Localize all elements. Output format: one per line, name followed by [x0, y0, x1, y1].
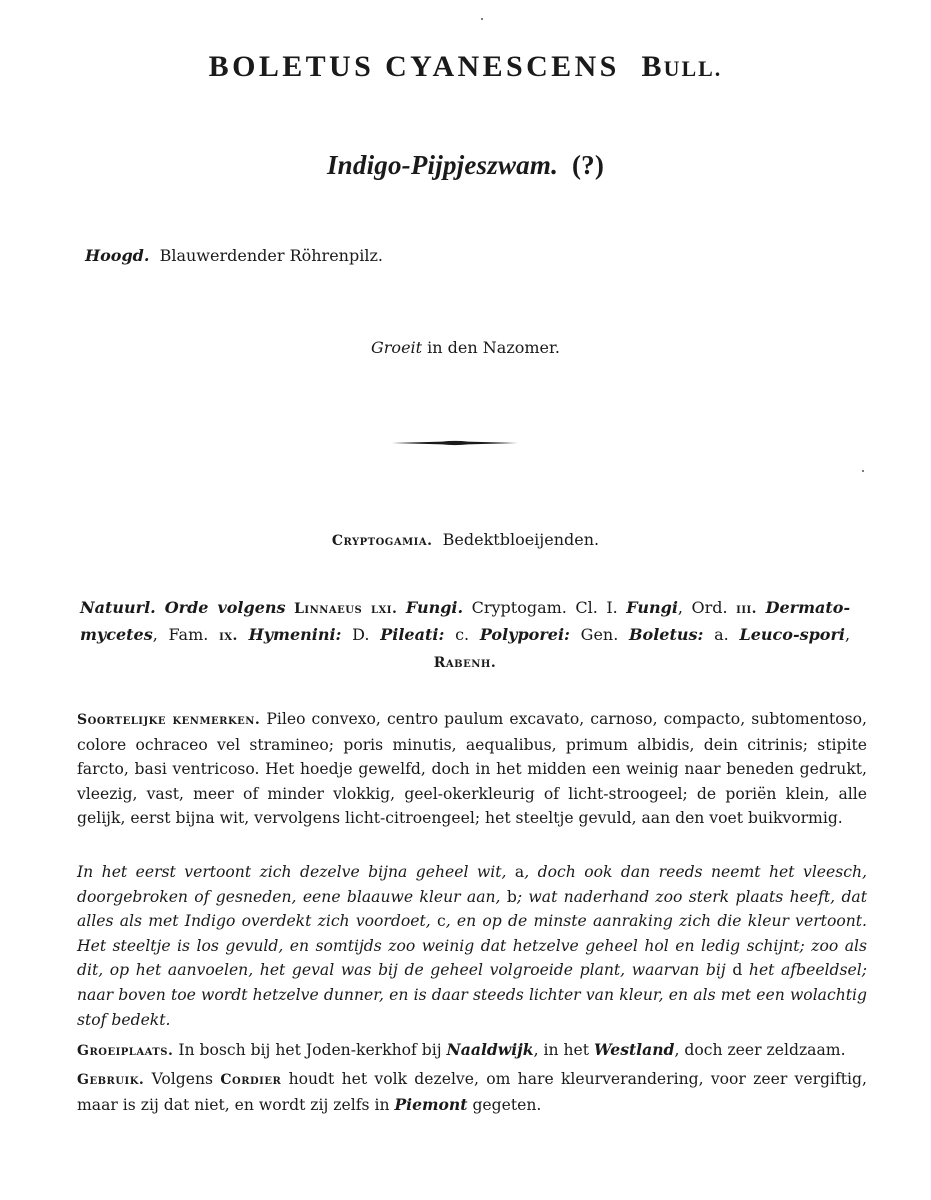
- characteristics-text: Pileo convexo, centro paulum excavato, carnoso, compacto, subtomentoso, colore ochraceo vel stramineo; poris minutis, aequalibus, primum albidis, dein citrinis; stipite farcto, basi ventricoso. Het hoedje gewelfd, doch in het midden een weinig naar beneden gedrukt, vleezig, vast, meer of minder vlokkig, geel-okerkleurig of licht-stroogeel; de poriën klein, alle gelijk, eerst bijna wit, vervolgens licht-citroengeel; het steeltje gevuld, aan den voet buikvormig.: [77, 710, 867, 828]
- classification-part: , Fam.: [152, 625, 209, 644]
- dutch-name-text: Indigo-Pijpjeszwam.: [326, 150, 559, 180]
- habitat-paragraph: [77, 1038, 867, 1064]
- classification-part: Rabenh.: [433, 655, 497, 671]
- use-text: houdt het volk dezelve, om hare kleurverandering, voor zeer vergiftig, maar is zij dat niet, en wordt zij zelfs in: [77, 1070, 867, 1114]
- classification-part: Gen.: [580, 625, 619, 644]
- description-text: , doch ook dan reeds neemt het vleesch, doorgebroken of gesneden, eene blaauwe kleur aan,: [77, 863, 867, 906]
- description-text: , en op de minste aanraking zich die kleur vertoont. Het steeltje is los gevuld, en somtijds zoo weinig dat hetzelve geheel hol en ledig schijnt; zoo als dit, op het aanvoelen, het geval was bij de geheel volgroeide plant, waarvan bij: [77, 912, 867, 980]
- classification-part: ix.: [219, 628, 238, 644]
- classification-part: Linnaeus lxi.: [294, 601, 398, 617]
- habitat-text: , doch zeer zeldzaam.: [674, 1041, 846, 1059]
- german-name: [85, 246, 383, 265]
- classification-part: Pileati:: [380, 625, 445, 644]
- season-text: in den Nazomer.: [427, 338, 560, 357]
- class-text: Bedektbloeijenden.: [442, 530, 600, 549]
- dutch-name: [0, 150, 931, 181]
- figure-ref: c: [436, 912, 446, 931]
- figure-ref: b: [506, 887, 517, 906]
- classification-part: Leuco-spori: [739, 625, 845, 644]
- habitat-place: Naaldwijk: [446, 1040, 534, 1059]
- classification-part: ,: [844, 625, 851, 644]
- characteristics-label: Soortelijke kenmerken.: [77, 712, 261, 728]
- print-speck: [862, 470, 864, 472]
- author-initial: B: [641, 50, 664, 83]
- classification-part: Natuurl. Orde volgens: [80, 598, 286, 617]
- use-text: Volgens: [151, 1070, 214, 1088]
- class-label: Cryptogamia.: [331, 533, 433, 549]
- classification-part: a.: [714, 625, 729, 644]
- figure-ref: a: [514, 863, 525, 881]
- author-abbrev: ULL.: [663, 56, 723, 81]
- description-text: In het eerst vertoont zich dezelve bijna geheel wit,: [77, 863, 507, 881]
- description-text: ; wat naderhand zoo sterk plaats heeft, dat alles als met Indigo overdekt zich voordoet,: [77, 887, 867, 931]
- figure-ref: d: [732, 961, 743, 980]
- habitat-text: In bosch bij het Joden-kerkhof bij: [178, 1041, 442, 1059]
- class-line: [0, 530, 931, 549]
- habitat-label: Groeiplaats.: [77, 1043, 174, 1059]
- german-name-text: Blauwerdender Röhrenpilz.: [159, 246, 383, 265]
- description-text: het afbeeldsel; naar boven toe wordt hetzelve dunner, en is daar steeds lichter van kleur, en als met een wolachtig stof bedekt.: [77, 961, 867, 1029]
- classification-part: c.: [455, 625, 470, 644]
- season-line: [0, 338, 931, 357]
- classification-part: iii.: [736, 601, 758, 617]
- season-label: Groeit: [371, 338, 423, 357]
- classification-part: Hymenini:: [248, 625, 342, 644]
- use-paragraph: [77, 1067, 867, 1117]
- classification-part: Polyporei:: [479, 625, 570, 644]
- dutch-name-query: (?): [571, 150, 605, 180]
- use-label: Gebruik.: [77, 1072, 145, 1088]
- use-text: gegeten.: [472, 1095, 542, 1114]
- use-place: Piemont: [394, 1094, 468, 1114]
- classification-part: , Ord.: [677, 598, 728, 617]
- description-paragraph: [77, 860, 867, 1032]
- print-speck: [481, 18, 483, 20]
- classification-part: Boletus:: [629, 625, 704, 644]
- classification-part: Fungi: [626, 598, 678, 617]
- classification-block: [80, 595, 850, 676]
- ornamental-rule: [392, 438, 518, 448]
- species-name: BOLETUS CYANESCENS: [208, 50, 620, 83]
- classification-part: Dermato-mycetes: [80, 598, 851, 644]
- use-author: Cordier: [220, 1072, 282, 1088]
- german-label: Hoogd.: [85, 246, 150, 265]
- page-title: [0, 50, 931, 84]
- habitat-text: , in het: [533, 1041, 590, 1059]
- classification-part: Cryptogam. Cl. I.: [471, 598, 618, 617]
- habitat-place: Westland: [594, 1040, 675, 1059]
- classification-part: Fungi.: [405, 598, 464, 617]
- classification-part: D.: [352, 625, 370, 644]
- species-characteristics: [77, 707, 867, 831]
